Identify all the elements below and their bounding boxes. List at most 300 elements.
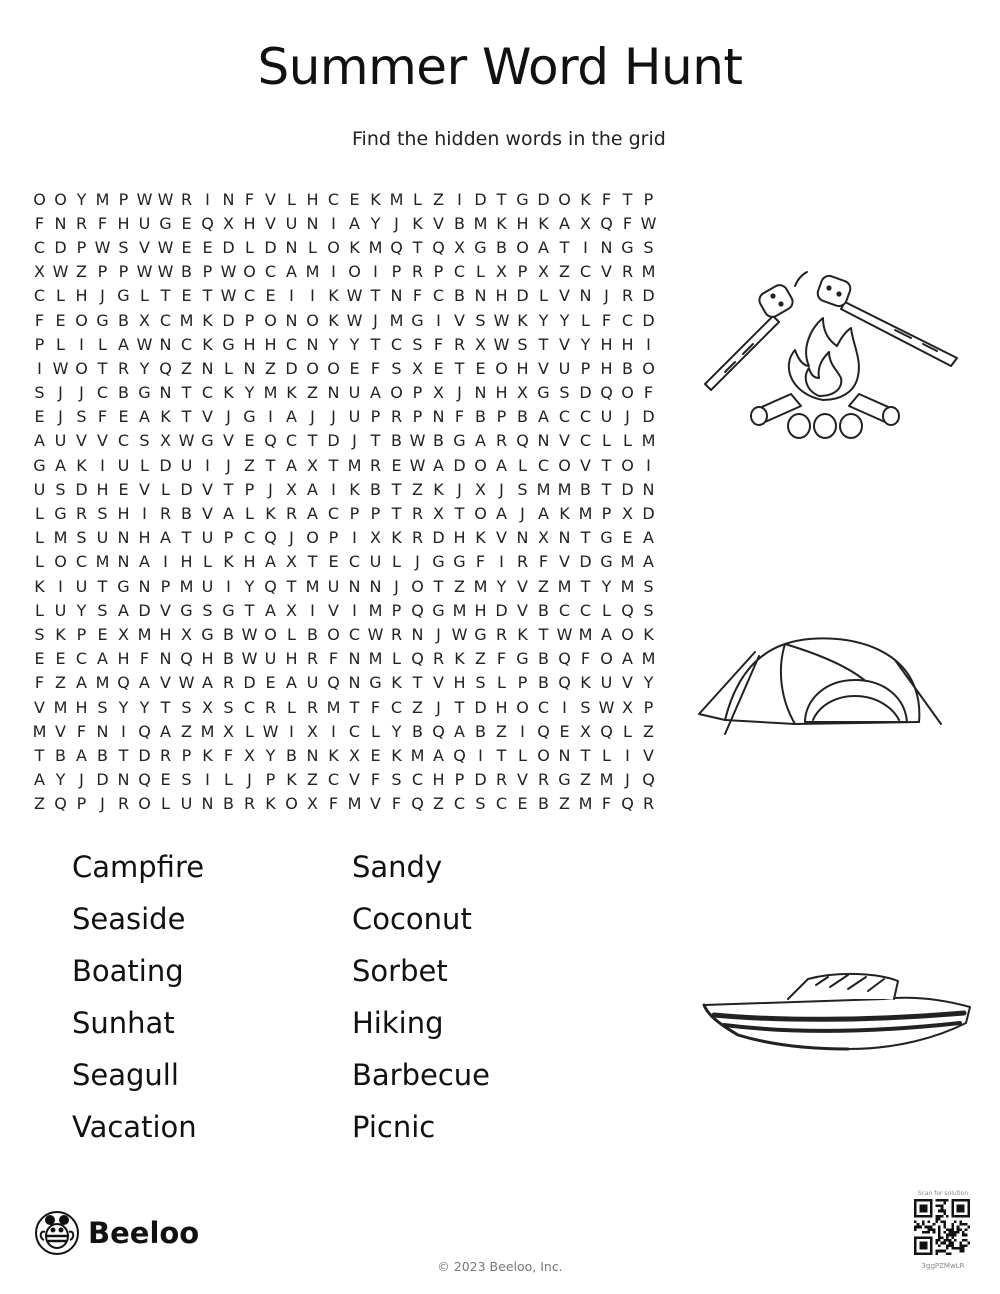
grid-cell: J xyxy=(625,407,630,427)
grid-cell: X xyxy=(34,262,45,282)
grid-cell: L xyxy=(161,479,170,499)
grid-cell: O xyxy=(621,624,634,644)
grid-cell: G xyxy=(600,552,613,572)
grid-cell: V xyxy=(643,745,654,765)
grid-cell: N xyxy=(327,383,340,403)
grid-cell: U xyxy=(285,213,298,233)
grid-cell: X xyxy=(496,262,507,282)
grid-cell: I xyxy=(142,504,147,524)
grid-cell: K xyxy=(223,552,234,572)
grid-cell: A xyxy=(475,431,486,451)
grid-cell: D xyxy=(264,237,277,257)
grid-cell: O xyxy=(495,358,508,378)
grid-cell: F xyxy=(601,794,612,814)
grid-cell: V xyxy=(97,431,108,451)
grid-cell: K xyxy=(328,745,339,765)
grid-cell: B xyxy=(475,721,486,741)
grid-cell: J xyxy=(289,528,294,548)
grid-cell: S xyxy=(517,334,528,354)
grid-row xyxy=(29,622,659,646)
grid-cell: N xyxy=(117,770,130,790)
grid-cell: H xyxy=(159,624,172,644)
grid-cell: U xyxy=(75,576,88,596)
grid-cell: P xyxy=(97,262,108,282)
qr-caption: Scan for solution xyxy=(917,1190,969,1197)
grid-cell: J xyxy=(226,407,231,427)
grid-cell: Y xyxy=(244,383,255,403)
grid-cell: K xyxy=(34,576,45,596)
grid-cell: B xyxy=(538,649,549,669)
grid-cell: Y xyxy=(139,697,150,717)
grid-cell: T xyxy=(307,431,318,451)
grid-cell: L xyxy=(539,286,548,306)
grid-cell: H xyxy=(243,552,256,572)
grid-cell: L xyxy=(56,286,65,306)
grid-cell: O xyxy=(54,552,67,572)
grid-cell: K xyxy=(433,479,444,499)
grid-cell: K xyxy=(580,673,591,693)
grid-cell: O xyxy=(558,189,571,209)
grid-cell: H xyxy=(495,286,508,306)
grid-cell: C xyxy=(159,310,172,330)
grid-cell: E xyxy=(622,528,633,548)
grid-cell: L xyxy=(98,334,107,354)
grid-cell: D xyxy=(642,286,655,306)
grid-cell: Q xyxy=(54,794,67,814)
grid-cell: D xyxy=(138,600,151,620)
grid-cell: P xyxy=(412,383,423,403)
grid-cell: N xyxy=(558,528,571,548)
grid-cell: D xyxy=(516,286,529,306)
grid-cell: V xyxy=(202,479,213,499)
grid-cell: L xyxy=(287,189,296,209)
grid-cell: J xyxy=(373,310,378,330)
grid-cell: P xyxy=(391,262,402,282)
word-list-item: Sandy xyxy=(352,850,443,884)
grid-cell: L xyxy=(413,189,422,209)
grid-cell: T xyxy=(34,745,45,765)
grid-cell: O xyxy=(327,358,340,378)
grid-cell: J xyxy=(457,479,462,499)
grid-cell: F xyxy=(370,770,381,790)
grid-cell: J xyxy=(58,383,63,403)
grid-cell: E xyxy=(118,407,129,427)
grid-cell: O xyxy=(348,262,361,282)
grid-row xyxy=(29,550,659,574)
grid-cell: P xyxy=(433,262,444,282)
grid-cell: B xyxy=(496,237,507,257)
grid-cell: G xyxy=(369,673,382,693)
page-subtitle: Find the hidden words in the grid xyxy=(352,128,666,150)
grid-cell: J xyxy=(100,286,105,306)
grid-cell: S xyxy=(181,770,192,790)
word-list-item: Campfire xyxy=(72,850,205,884)
grid-cell: D xyxy=(54,237,67,257)
grid-cell: M xyxy=(326,697,341,717)
grid-cell: P xyxy=(202,262,213,282)
grid-cell: O xyxy=(621,383,634,403)
grid-cell: X xyxy=(538,528,549,548)
grid-cell: E xyxy=(202,237,213,257)
grid-cell: V xyxy=(160,673,171,693)
grid-cell: D xyxy=(621,479,634,499)
grid-cell: N xyxy=(600,237,613,257)
grid-cell: A xyxy=(139,673,150,693)
grid-cell: L xyxy=(581,310,590,330)
grid-row xyxy=(29,308,659,332)
grid-cell: A xyxy=(223,504,234,524)
grid-cell: T xyxy=(601,479,612,499)
grid-cell: Q xyxy=(327,673,340,693)
grid-cell: W xyxy=(493,310,510,330)
grid-cell: P xyxy=(643,697,654,717)
qr-code-text: 3ggPZMwLR xyxy=(921,1262,965,1270)
grid-cell: A xyxy=(496,455,507,475)
word-list-item: Hiking xyxy=(352,1006,444,1040)
word-list-item: Barbecue xyxy=(352,1058,491,1092)
grid-cell: C xyxy=(117,431,130,451)
grid-cell: R xyxy=(117,794,130,814)
grid-cell: T xyxy=(181,383,192,403)
grid-cell: Z xyxy=(181,358,192,378)
grid-cell: K xyxy=(328,310,339,330)
grid-cell: P xyxy=(454,770,465,790)
grid-cell: Z xyxy=(454,576,465,596)
grid-cell: S xyxy=(475,794,486,814)
grid-cell: A xyxy=(118,334,129,354)
grid-cell: L xyxy=(35,504,44,524)
grid-cell: D xyxy=(222,237,235,257)
grid-cell: T xyxy=(160,286,171,306)
grid-cell: R xyxy=(264,697,277,717)
grid-cell: H xyxy=(432,770,445,790)
grid-cell: N xyxy=(348,576,361,596)
grid-cell: U xyxy=(348,383,361,403)
grid-cell: T xyxy=(454,697,465,717)
grid-cell: T xyxy=(370,286,381,306)
grid-cell: B xyxy=(370,479,381,499)
grid-cell: M xyxy=(557,479,572,499)
grid-cell: N xyxy=(201,358,214,378)
grid-cell: G xyxy=(600,528,613,548)
grid-cell: T xyxy=(496,745,507,765)
grid-cell: M xyxy=(389,189,404,209)
grid-cell: N xyxy=(537,431,550,451)
grid-cell: I xyxy=(331,213,336,233)
grid-cell: O xyxy=(138,794,151,814)
grid-cell: V xyxy=(370,794,381,814)
grid-cell: C xyxy=(327,770,340,790)
grid-cell: Z xyxy=(538,576,549,596)
brand-logo xyxy=(34,1210,199,1256)
grid-cell: F xyxy=(538,552,549,572)
grid-cell: A xyxy=(97,649,108,669)
grid-cell: W xyxy=(367,624,384,644)
grid-cell: Z xyxy=(412,479,423,499)
grid-cell: R xyxy=(495,624,508,644)
grid-cell: K xyxy=(265,794,276,814)
grid-cell: P xyxy=(370,504,381,524)
grid-cell: A xyxy=(286,455,297,475)
grid-cell: N xyxy=(285,237,298,257)
grid-cell: S xyxy=(202,600,213,620)
grid-cell: O xyxy=(75,310,88,330)
grid-cell: J xyxy=(226,455,231,475)
grid-cell: G xyxy=(432,600,445,620)
grid-cell: C xyxy=(579,407,592,427)
grid-cell: V xyxy=(202,407,213,427)
grid-cell: I xyxy=(478,745,483,765)
grid-cell: A xyxy=(286,407,297,427)
grid-cell: G xyxy=(411,310,424,330)
grid-cell: C xyxy=(390,334,403,354)
grid-cell: R xyxy=(411,504,424,524)
grid-cell: I xyxy=(373,262,378,282)
grid-cell: X xyxy=(475,479,486,499)
grid-cell: M xyxy=(620,552,635,572)
grid-row xyxy=(29,598,659,622)
grid-cell: U xyxy=(201,528,214,548)
grid-cell: Y xyxy=(244,576,255,596)
grid-cell: P xyxy=(391,600,402,620)
grid-cell: I xyxy=(646,455,651,475)
grid-cell: U xyxy=(33,479,46,499)
grid-cell: Y xyxy=(265,745,276,765)
grid-cell: W xyxy=(640,213,657,233)
grid-cell: W xyxy=(241,649,258,669)
grid-cell: Y xyxy=(601,576,612,596)
grid-cell: W xyxy=(220,262,237,282)
grid-cell: T xyxy=(412,673,423,693)
qr-code-icon[interactable] xyxy=(914,1199,970,1255)
grid-cell: B xyxy=(412,721,423,741)
grid-cell: W xyxy=(178,673,195,693)
grid-cell: G xyxy=(621,237,634,257)
grid-cell: K xyxy=(349,237,360,257)
grid-cell: L xyxy=(56,334,65,354)
grid-cell: I xyxy=(268,407,273,427)
grid-cell: T xyxy=(286,576,297,596)
grid-cell: N xyxy=(306,745,319,765)
grid-cell: T xyxy=(160,697,171,717)
grid-cell: G xyxy=(558,770,571,790)
grid-cell: M xyxy=(473,213,488,233)
grid-cell: T xyxy=(391,504,402,524)
grid-cell: O xyxy=(558,455,571,475)
grid-cell: B xyxy=(307,624,318,644)
brand-name: Beeloo xyxy=(88,1216,200,1250)
grid-cell: C xyxy=(201,383,214,403)
grid-cell: D xyxy=(159,455,172,475)
grid-cell: G xyxy=(516,189,529,209)
grid-cell: Z xyxy=(643,721,654,741)
grid-cell: G xyxy=(180,600,193,620)
grid-cell: B xyxy=(538,673,549,693)
grid-cell: W xyxy=(598,697,615,717)
grid-cell: V xyxy=(55,721,66,741)
grid-cell: T xyxy=(97,358,108,378)
grid-cell: C xyxy=(75,552,88,572)
grid-cell: X xyxy=(202,697,213,717)
grid-cell: T xyxy=(265,455,276,475)
grid-cell: L xyxy=(35,528,44,548)
grid-cell: K xyxy=(328,286,339,306)
grid-cell: C xyxy=(348,552,361,572)
grid-cell: Q xyxy=(600,383,613,403)
grid-cell: J xyxy=(79,383,84,403)
grid-cell: A xyxy=(370,383,381,403)
grid-cell: D xyxy=(474,189,487,209)
grid-row xyxy=(29,381,659,405)
grid-cell: D xyxy=(579,383,592,403)
grid-cell: V xyxy=(517,770,528,790)
grid-row xyxy=(29,719,659,743)
grid-cell: N xyxy=(243,358,256,378)
grid-cell: I xyxy=(331,262,336,282)
grid-cell: N xyxy=(306,213,319,233)
grid-cell: B xyxy=(454,213,465,233)
grid-cell: A xyxy=(433,745,444,765)
grid-cell: T xyxy=(118,745,129,765)
grid-cell: Q xyxy=(117,673,130,693)
word-list-item: Seagull xyxy=(72,1058,179,1092)
grid-cell: S xyxy=(34,383,45,403)
grid-cell: K xyxy=(454,649,465,669)
grid-cell: V xyxy=(559,552,570,572)
grid-cell: C xyxy=(243,528,256,548)
grid-cell: D xyxy=(432,528,445,548)
grid-cell: X xyxy=(118,624,129,644)
grid-cell: X xyxy=(622,504,633,524)
grid-cell: U xyxy=(180,455,193,475)
grid-cell: K xyxy=(391,528,402,548)
grid-cell: Y xyxy=(370,213,381,233)
grid-cell: E xyxy=(391,455,402,475)
grid-cell: K xyxy=(286,383,297,403)
grid-cell: P xyxy=(517,673,528,693)
grid-cell: K xyxy=(286,770,297,790)
grid-cell: C xyxy=(537,455,550,475)
grid-cell: I xyxy=(163,552,168,572)
grid-cell: U xyxy=(558,358,571,378)
grid-cell: M xyxy=(389,310,404,330)
grid-cell: G xyxy=(159,213,172,233)
grid-cell: K xyxy=(160,407,171,427)
grid-cell: L xyxy=(308,237,317,257)
grid-cell: R xyxy=(411,528,424,548)
grid-cell: U xyxy=(117,455,130,475)
grid-cell: H xyxy=(306,189,319,209)
word-list-item: Sunhat xyxy=(72,1006,175,1040)
grid-cell: M xyxy=(641,431,656,451)
grid-cell: X xyxy=(538,262,549,282)
grid-cell: Y xyxy=(391,721,402,741)
grid-cell: T xyxy=(496,189,507,209)
grid-cell: J xyxy=(331,407,336,427)
grid-cell: F xyxy=(601,310,612,330)
grid-cell: T xyxy=(181,407,192,427)
grid-cell: Q xyxy=(537,721,550,741)
grid-cell: U xyxy=(600,407,613,427)
grid-cell: T xyxy=(97,576,108,596)
grid-cell: T xyxy=(622,189,633,209)
grid-cell: F xyxy=(643,383,654,403)
grid-cell: F xyxy=(622,213,633,233)
grid-cell: X xyxy=(349,745,360,765)
grid-cell: T xyxy=(538,334,549,354)
grid-cell: Z xyxy=(412,697,423,717)
grid-cell: A xyxy=(559,213,570,233)
grid-cell: B xyxy=(433,431,444,451)
grid-cell: S xyxy=(643,600,654,620)
grid-cell: P xyxy=(160,576,171,596)
grid-cell: M xyxy=(179,310,194,330)
grid-cell: S xyxy=(76,528,87,548)
grid-cell: L xyxy=(371,721,380,741)
grid-cell: J xyxy=(79,770,84,790)
grid-cell: O xyxy=(33,189,46,209)
grid-cell: T xyxy=(370,431,381,451)
grid-cell: Q xyxy=(642,770,655,790)
grid-cell: G xyxy=(453,431,466,451)
grid-cell: V xyxy=(622,673,633,693)
word-list-item: Vacation xyxy=(72,1110,197,1144)
grid-cell: D xyxy=(642,504,655,524)
grid-row xyxy=(29,671,659,695)
grid-cell: I xyxy=(205,455,210,475)
grid-cell: C xyxy=(453,794,466,814)
grid-cell: E xyxy=(370,745,381,765)
grid-cell: N xyxy=(222,189,235,209)
grid-cell: J xyxy=(268,479,273,499)
word-list-item: Picnic xyxy=(352,1110,436,1144)
grid-cell: B xyxy=(454,286,465,306)
grid-cell: Q xyxy=(411,649,424,669)
grid-cell: I xyxy=(499,552,504,572)
grid-cell: H xyxy=(117,504,130,524)
grid-cell: S xyxy=(412,334,423,354)
grid-cell: S xyxy=(391,770,402,790)
grid-cell: A xyxy=(538,407,549,427)
grid-cell: T xyxy=(328,455,339,475)
grid-cell: J xyxy=(604,286,609,306)
grid-cell: U xyxy=(600,673,613,693)
grid-cell: X xyxy=(181,624,192,644)
grid-cell: N xyxy=(348,649,361,669)
grid-cell: L xyxy=(518,455,527,475)
grid-cell: L xyxy=(497,673,506,693)
grid-cell: P xyxy=(370,407,381,427)
word-list-item: Coconut xyxy=(352,902,472,936)
grid-cell: W xyxy=(241,624,258,644)
grid-cell: A xyxy=(118,600,129,620)
grid-cell: G xyxy=(222,334,235,354)
grid-cell: B xyxy=(517,407,528,427)
grid-cell: T xyxy=(454,358,465,378)
grid-cell: I xyxy=(331,721,336,741)
grid-cell: P xyxy=(223,528,234,548)
grid-cell: C xyxy=(96,383,109,403)
grid-cell: E xyxy=(181,286,192,306)
grid-cell: C xyxy=(579,600,592,620)
campfire-illustration xyxy=(695,262,965,442)
grid-cell: Q xyxy=(390,237,403,257)
grid-cell: Q xyxy=(600,721,613,741)
grid-cell: A xyxy=(265,552,276,572)
grid-cell: F xyxy=(76,721,87,741)
grid-cell: C xyxy=(285,334,298,354)
grid-cell: Q xyxy=(159,358,172,378)
